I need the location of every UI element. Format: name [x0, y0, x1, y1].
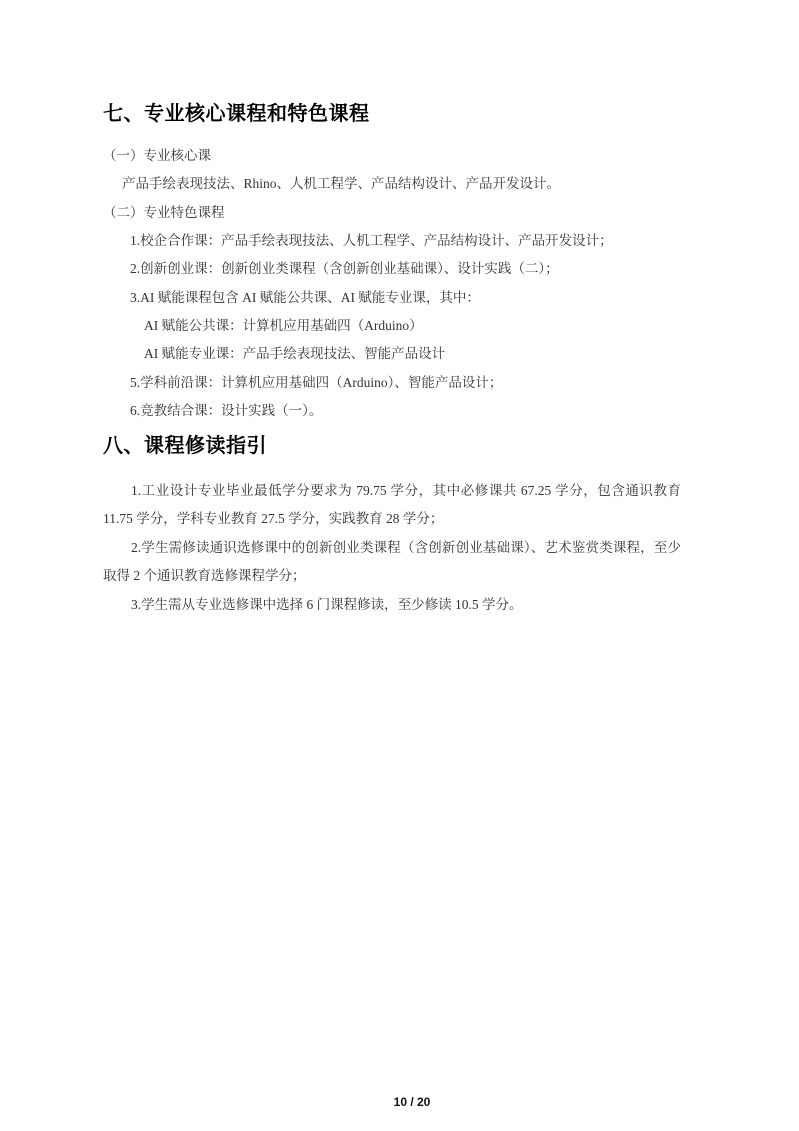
featured-course-item-2: 2.创新创业课：创新创业类课程（含创新创业基础课）、设计实践（二）； [130, 261, 559, 276]
page-number-indicator: 10 / 20 [393, 1095, 431, 1109]
section-8-body [103, 477, 681, 619]
core-course-list: 产品手绘表现技法、Rhino、人机工程学、产品结构设计、产品开发设计。 [122, 176, 561, 191]
featured-course-item-3: 3.AI 赋能课程包含 AI 赋能公共课、AI 赋能专业课，其中： [130, 290, 480, 305]
guideline-paragraph-1: 1.工业设计专业毕业最低学分要求为 79.75 学分，其中必修课共 67.25 学分，包含通识教育 11.75 学分，学科专业教育 27.5 学分，实践教育 28 学分； [103, 483, 681, 527]
featured-course-item-5: 5.学科前沿课：计算机应用基础四（Arduino）、智能产品设计； [130, 375, 503, 390]
guideline-paragraph-2: 2.学生需修读通识选修课中的创新创业类课程（含创新创业基础课）、艺术鉴赏类课程，至少取得 2 个通识教育选修课程学分； [103, 539, 681, 584]
section-7-subsection-1-label: （一）专业核心课 [103, 148, 211, 163]
guideline-paragraph-3: 3.学生需从专业选修课中选择 6 门课程修读，至少修读 10.5 学分。 [131, 596, 523, 612]
ai-public-course-line: AI 赋能公共课：计算机应用基础四（Arduino） [144, 318, 423, 333]
section-7-subsection-2-label: （二）专业特色课程 [103, 205, 225, 220]
section-7-heading: 七、专业核心课程和特色课程 [103, 103, 370, 125]
featured-course-item-6: 6.竞教结合课：设计实践（一）。 [130, 403, 323, 418]
section-8-heading: 八、课程修读指引 [103, 435, 267, 457]
featured-course-item-1: 1.校企合作课：产品手绘表现技法、人机工程学、产品结构设计、产品开发设计； [130, 233, 613, 248]
ai-professional-course-line: AI 赋能专业课：产品手绘表现技法、智能产品设计 [144, 346, 446, 361]
